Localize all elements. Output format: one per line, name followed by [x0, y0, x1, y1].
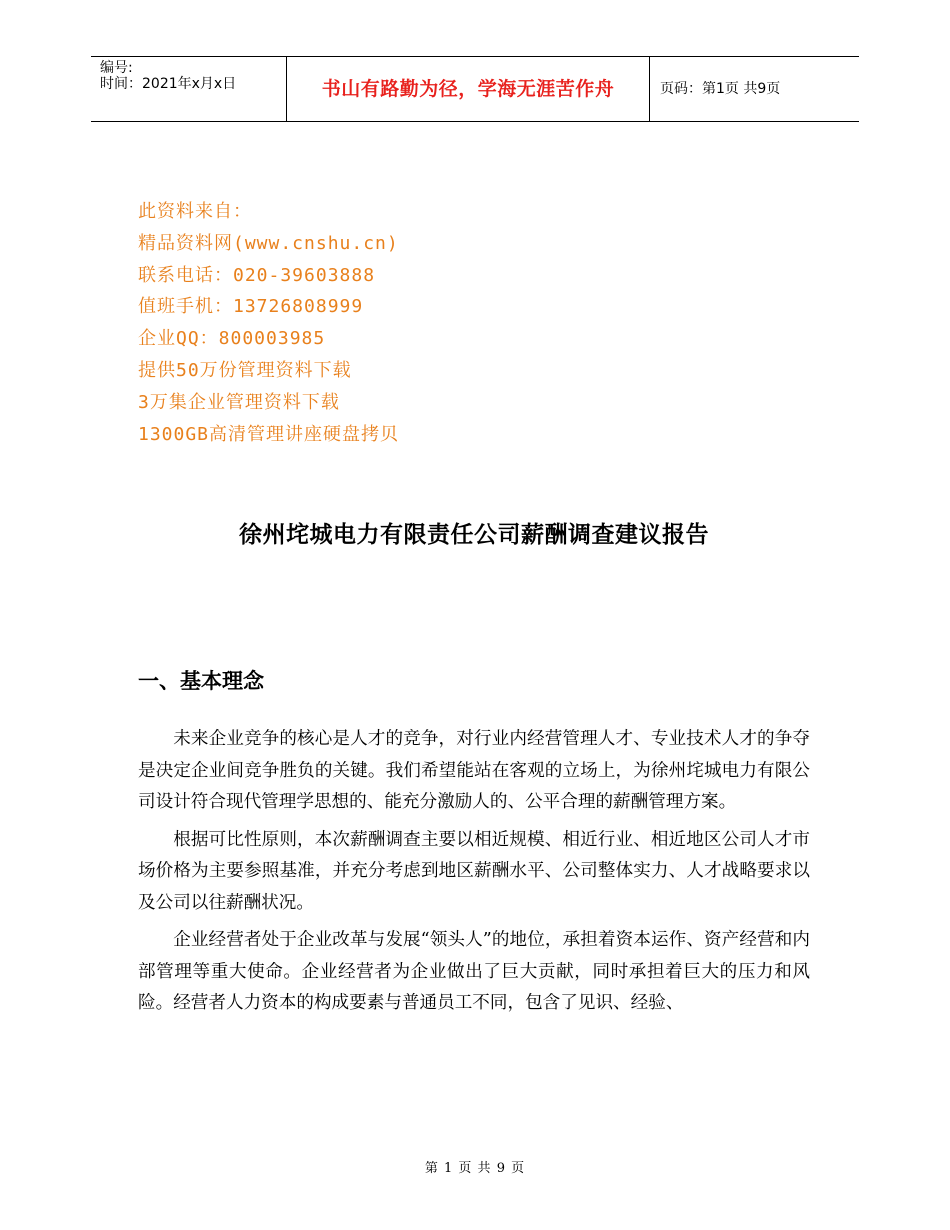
source-info-block [138, 196, 738, 450]
document-number-label: 编号: [100, 60, 133, 76]
section-heading: 一、基本理念 [138, 669, 264, 693]
source-line: 精品资料网(www.cnshu.cn) [138, 232, 399, 254]
header-motto: 书山有路勤为径，学海无涯苦作舟 [287, 57, 650, 121]
paragraph: 根据可比性原则，本次薪酬调查主要以相近规模、相近行业、相近地区公司人才市场价格为主要参照基准，并充分考虑到地区薪酬水平、公司整体实力、人才战略要求以及公司以往薪酬状况。 [138, 829, 810, 913]
body-text [138, 724, 810, 1026]
source-line: 提供50万份管理资料下载 [138, 359, 352, 381]
source-line: 3万集企业管理资料下载 [138, 391, 340, 413]
header-page-info: 页码：第1页 共9页 [660, 81, 781, 97]
header-meta [91, 57, 287, 121]
page-footer: 第 1 页 共 9 页 [424, 1161, 526, 1176]
paragraph: 企业经营者处于企业改革与发展“领头人”的地位，承担着资本运作、资产经营和内部管理等重大使命。企业经营者为企业做出了巨大贡献，同时承担着巨大的压力和风险。经营者人力资本的构成要素与普通员工不同，包含了见识、经验、 [138, 930, 810, 1013]
page-header [91, 56, 859, 122]
source-line: 企业QQ：800003985 [138, 328, 326, 350]
source-line: 此资料来自： [138, 201, 252, 222]
source-line: 值班手机：13726808999 [138, 296, 364, 318]
document-title: 徐州垞城电力有限责任公司薪酬调查建议报告 [239, 522, 709, 548]
source-line: 1300GB高清管理讲座硬盘拷贝 [138, 423, 400, 445]
source-line: 联系电话：020-39603888 [138, 264, 376, 286]
document-time-label: 时间：2021年x月x日 [100, 76, 237, 92]
paragraph: 未来企业竞争的核心是人才的竞争，对行业内经营管理人才、专业技术人才的争夺是决定企业间竞争胜负的关键。我们希望能站在客观的立场上，为徐州垞城电力有限公司设计符合现代管理学思想的、能充分激励人的、公平合理的薪酬管理方案。 [138, 729, 810, 812]
